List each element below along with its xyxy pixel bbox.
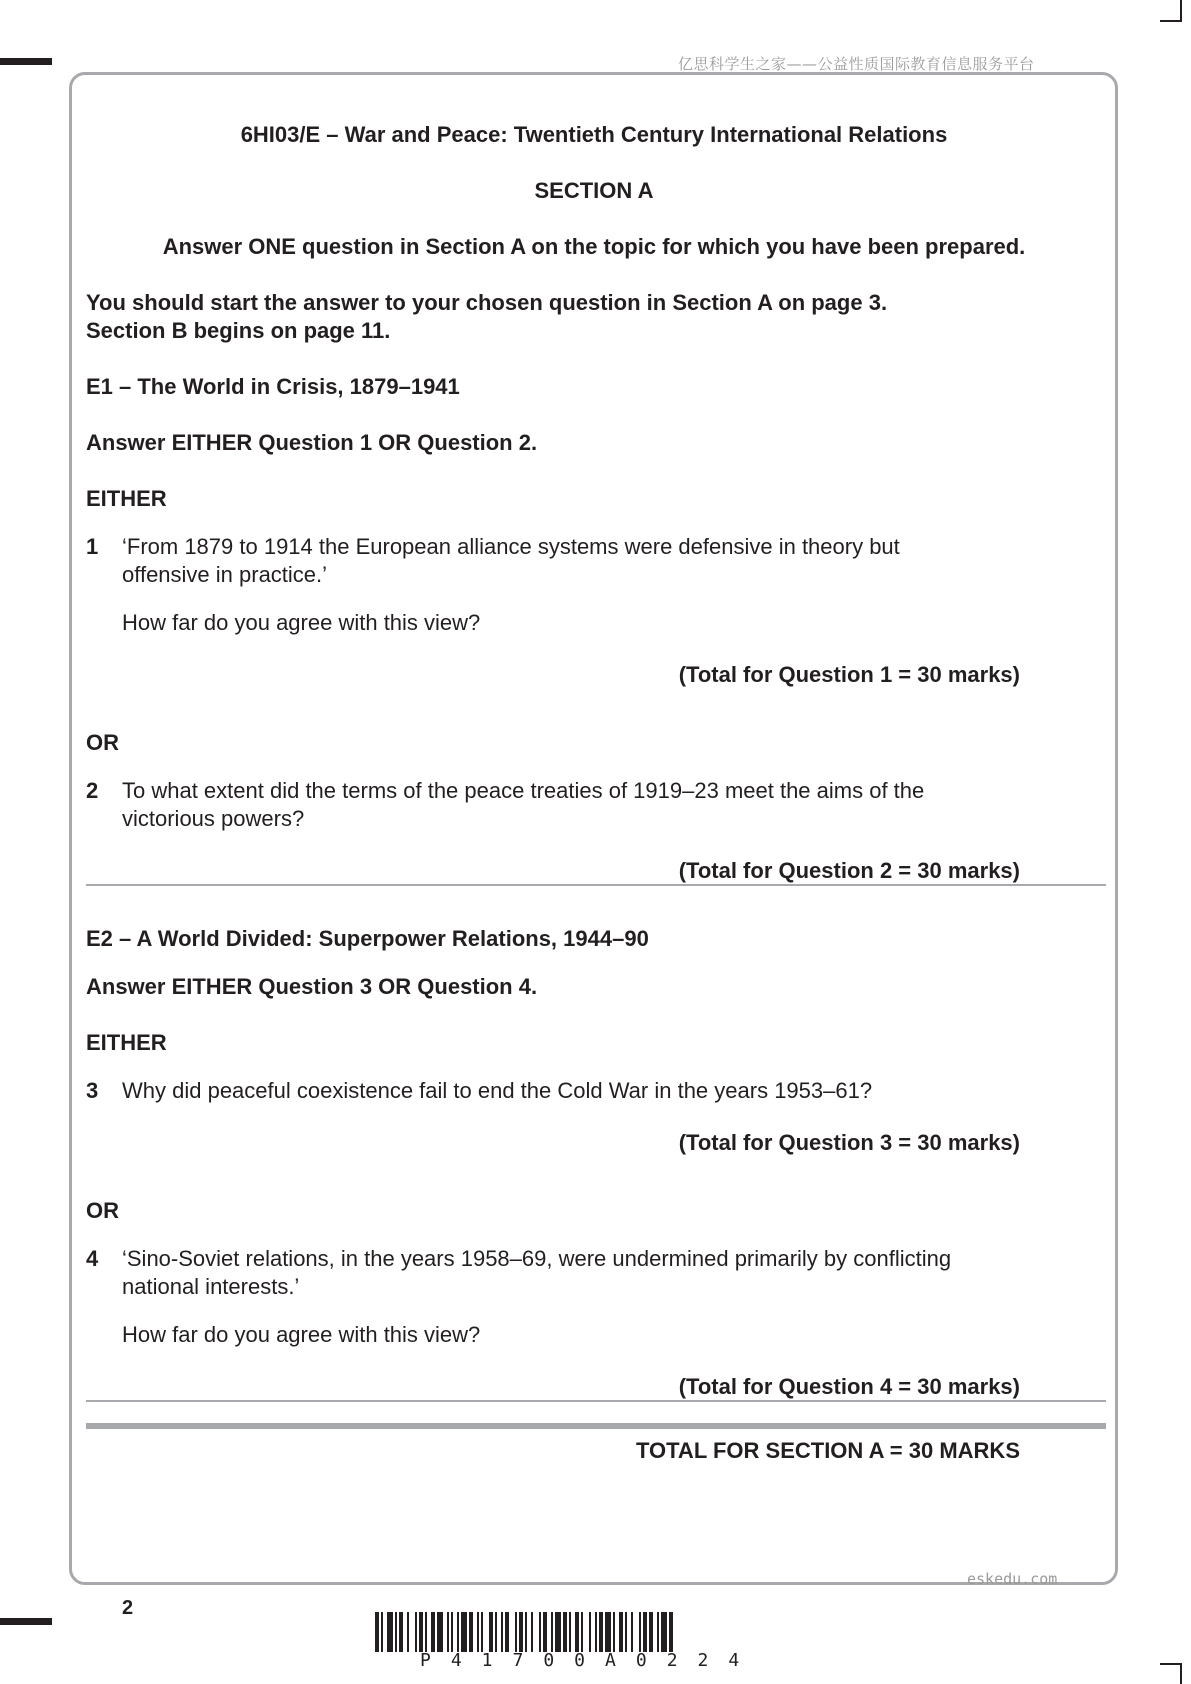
topic-instruction-e1: Answer EITHER Question 1 OR Question 2. xyxy=(86,430,538,455)
crop-mark-bottom-right-h xyxy=(1160,1663,1182,1665)
paper-title: 6HI03/E – War and Peace: Twentieth Century International Relations xyxy=(240,122,948,147)
section-instruction: Answer ONE question in Section A on the topic for which you have been prepared. xyxy=(162,234,1026,259)
question-number: 1 xyxy=(86,534,99,559)
crop-mark-bottom-left xyxy=(0,1618,52,1625)
question-marks: (Total for Question 4 = 30 marks) xyxy=(678,1374,1020,1399)
question-follow-up: How far do you agree with this view? xyxy=(122,1322,481,1347)
page-number: 2 xyxy=(122,1597,134,1619)
watermark-bottom: eskedu.com xyxy=(967,1570,1058,1588)
topic-instruction-e2: Answer EITHER Question 3 OR Question 4. xyxy=(86,974,538,999)
either-label: EITHER xyxy=(86,486,167,511)
start-note-line-1: You should start the answer to your chosen question in Section A on page 3. xyxy=(86,290,888,315)
question-number: 2 xyxy=(86,778,99,803)
or-label: OR xyxy=(86,730,119,755)
or-label: OR xyxy=(86,1198,119,1223)
crop-mark-top-right-h xyxy=(1160,20,1182,22)
crop-mark-top-right xyxy=(1180,0,1182,20)
section-title: SECTION A xyxy=(534,178,654,203)
question-text: victorious powers? xyxy=(122,806,305,831)
question-text: national interests.’ xyxy=(122,1274,300,1299)
section-total: TOTAL FOR SECTION A = 30 MARKS xyxy=(635,1438,1020,1463)
question-text: To what extent did the terms of the peace treaties of 1919–23 meet the aims of the xyxy=(122,778,925,803)
question-number: 4 xyxy=(86,1246,99,1271)
question-text: Why did peaceful coexistence fail to end the Cold War in the years 1953–61? xyxy=(122,1078,873,1103)
crop-mark-top-left xyxy=(0,58,52,65)
start-note-line-2: Section B begins on page 11. xyxy=(86,318,391,343)
question-follow-up: How far do you agree with this view? xyxy=(122,610,481,635)
topic-divider xyxy=(86,1400,1106,1402)
crop-mark-bottom-right xyxy=(1180,1664,1182,1684)
section-total-rule xyxy=(86,1423,1106,1429)
topic-heading-e1: E1 – The World in Crisis, 1879–1941 xyxy=(86,374,460,399)
barcode-image xyxy=(375,1612,811,1652)
barcode-text: P41700A0224 xyxy=(420,1650,760,1671)
question-text: offensive in practice.’ xyxy=(122,562,328,587)
topic-divider xyxy=(86,884,1106,886)
question-text: ‘From 1879 to 1914 the European alliance systems were defensive in theory but xyxy=(122,534,900,559)
question-marks: (Total for Question 2 = 30 marks) xyxy=(678,858,1020,883)
watermark-top: 亿思科学生之家——公益性质国际教育信息服务平台 xyxy=(678,55,1035,73)
topic-heading-e2: E2 – A World Divided: Superpower Relations, 1944–90 xyxy=(86,926,649,951)
question-marks: (Total for Question 3 = 30 marks) xyxy=(678,1130,1020,1155)
question-text: ‘Sino-Soviet relations, in the years 1958–69, were undermined primarily by conflicting xyxy=(122,1246,952,1271)
either-label: EITHER xyxy=(86,1030,167,1055)
question-number: 3 xyxy=(86,1078,99,1103)
question-marks: (Total for Question 1 = 30 marks) xyxy=(678,662,1020,687)
